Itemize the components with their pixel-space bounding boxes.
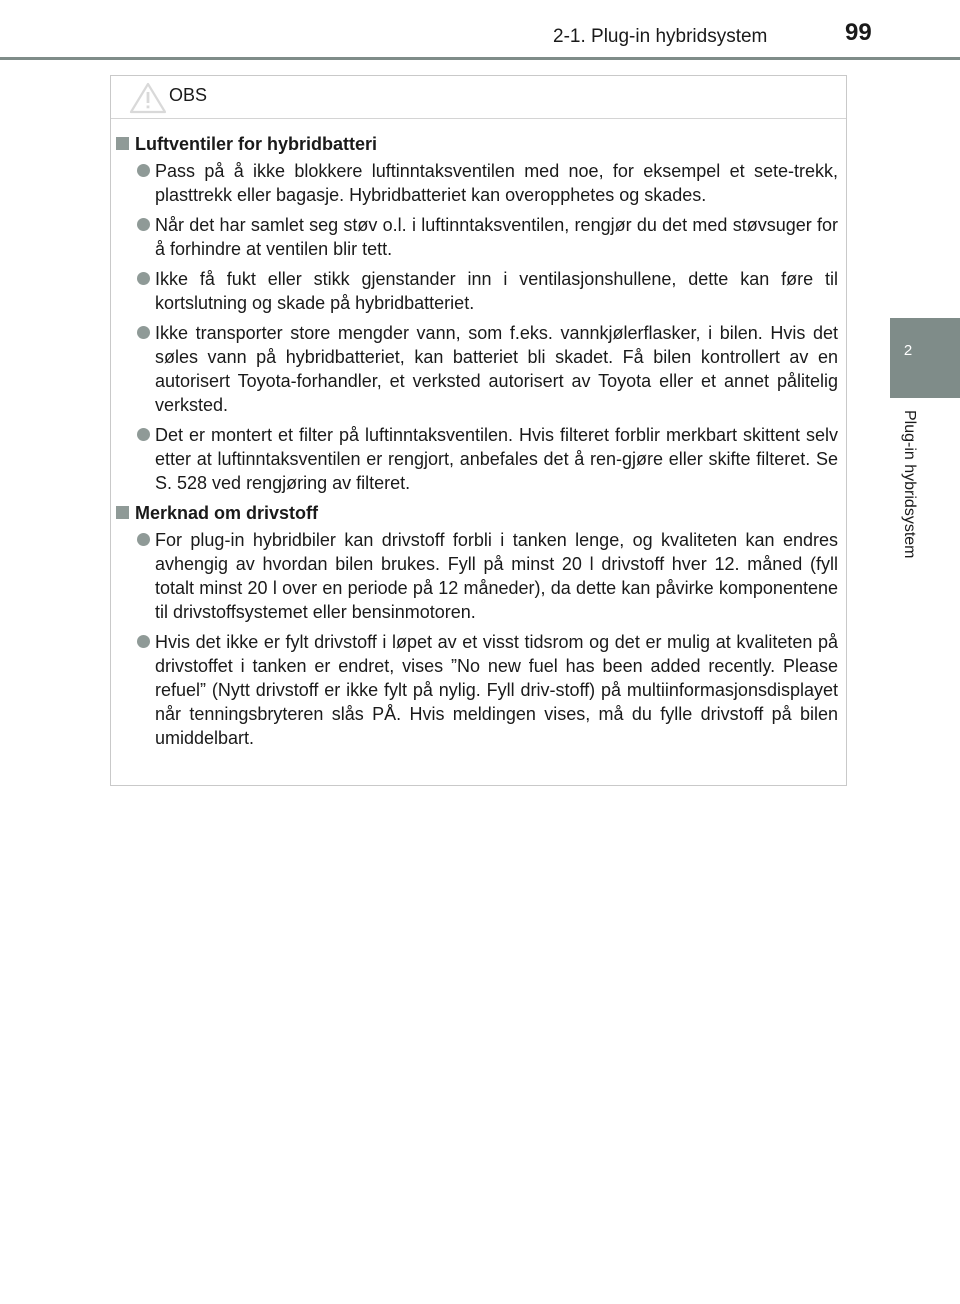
section-heading [111,501,846,525]
list-item-text: Når det har samlet seg støv o.l. i luftinntaksventilen, rengjør du det med støvsuger for å forhindre at ventilen blir tett. [155,215,838,259]
section-title: 2-1. Plug-in hybridsystem [553,26,768,47]
list-item-text: Hvis det ikke er fylt drivstoff i løpet av et visst tidsrom og det er mulig at kvaliteten på drivstoffet i tanken er endret, vises ”No new fuel has been added recently. Please refuel” (Nytt drivstoff er ikke fylt på nylig. Fyll driv-stoff) på multiinformasjonsdisplayet når tenningsbryteren slås PÅ. Hvis meldingen vises, må du fylle drivstoff på bilen umiddelbart. [155,632,838,748]
circle-bullet-icon [137,218,150,231]
square-bullet-icon [116,506,129,519]
section-heading-text: Luftventiler for hybridbatteri [135,134,378,154]
chapter-number: 2 [903,342,913,359]
list-item [111,423,846,495]
chapter-label-container [898,410,922,600]
caution-header [111,76,846,119]
list-item-text: Pass på å ikke blokkere luftinntaksventilen med noe, for eksempel et sete-trekk, plasttrekk eller bagasje. Hybridbatteriet kan overopphetes og skades. [155,161,838,205]
list-item-text: Ikke få fukt eller stikk gjenstander inn i ventilasjonshullene, dette kan føre til kortslutning og skade på hybridbatteriet. [155,269,838,313]
list-item-text: For plug-in hybridbiler kan drivstoff forbli i tanken lenge, og kvaliteten kan endres avhengig av hvordan bilen brukes. Fyll på minst 20 l drivstoff hver 12. måned (fyll totalt minst 20 l over en periode på 12 måneder), da dette kan påvirke komponentene til drivstoffsystemet eller bensinmotoren. [155,530,838,622]
warning-triangle-icon [129,82,167,114]
caution-label: OBS [169,85,208,105]
circle-bullet-icon [137,272,150,285]
circle-bullet-icon [137,326,150,339]
circle-bullet-icon [137,164,150,177]
circle-bullet-icon [137,428,150,441]
list-item-text: Ikke transporter store mengder vann, som f.eks. vannkjølerflasker, i bilen. Hvis det søles vann på hybridbatteriet, kan batteriet bli skadet. Få bilen kontrollert av en autorisert Toyota-forhandler, et verksted autorisert av Toyota eller et annet pålitelig verksted. [155,323,838,415]
list-item [111,267,846,315]
caution-box [110,75,847,786]
list-item [111,630,846,750]
caution-body [111,132,846,756]
circle-bullet-icon [137,635,150,648]
square-bullet-icon [116,137,129,150]
header-divider [0,57,960,60]
chapter-label: Plug-in hybridsystem [901,410,918,559]
page-number: 99 [845,19,872,46]
list-item [111,528,846,624]
list-item [111,213,846,261]
list-item-text: Det er montert et filter på luftinntaksventilen. Hvis filteret forblir merkbart skittent selv etter at luftinntaksventilen er rengjort, anbefales det å ren-gjøre eller skifte filteret. Se S. 528 ved rengjøring av filteret. [155,425,838,493]
section-heading [111,132,846,156]
circle-bullet-icon [137,533,150,546]
list-item [111,159,846,207]
chapter-tab [890,318,960,398]
list-item [111,321,846,417]
section-heading-text: Merknad om drivstoff [135,503,319,523]
